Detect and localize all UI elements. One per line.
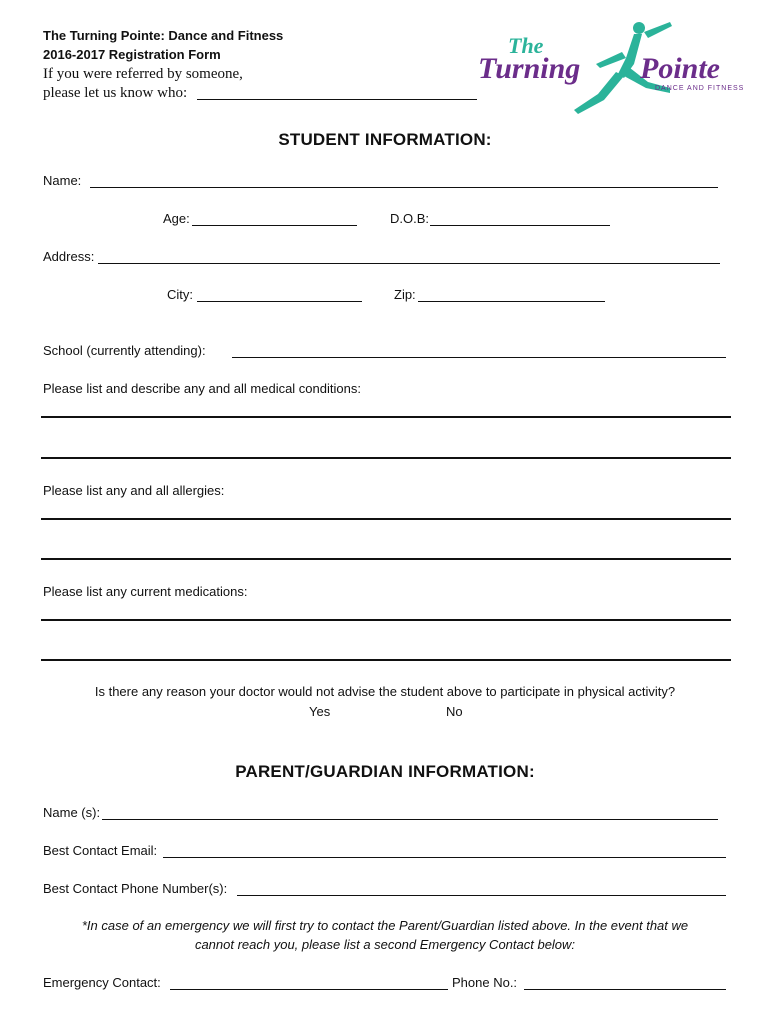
- address-field[interactable]: [98, 263, 720, 264]
- contact-email-field[interactable]: [163, 857, 726, 858]
- dancer-logo-icon: [474, 18, 744, 118]
- medical-conditions-label: Please list and describe any and all medical conditions:: [43, 381, 361, 396]
- medications-label: Please list any current medications:: [43, 584, 248, 599]
- form-title: The Turning Pointe: Dance and Fitness: [43, 28, 284, 43]
- city-field[interactable]: [197, 301, 362, 302]
- logo-word-turning: Turning: [478, 52, 581, 85]
- student-name-field[interactable]: [90, 187, 718, 188]
- medical-conditions-line-2[interactable]: [41, 457, 731, 459]
- medical-conditions-line-1[interactable]: [41, 416, 731, 418]
- emergency-phone-field[interactable]: [524, 989, 726, 990]
- contact-phone-field[interactable]: [237, 895, 726, 896]
- student-info-heading: STUDENT INFORMATION:: [278, 130, 492, 149]
- dob-label: D.O.B:: [390, 211, 430, 226]
- dob-field[interactable]: [430, 225, 610, 226]
- parent-names-label: Name (s):: [43, 805, 101, 820]
- medications-line-2[interactable]: [41, 659, 731, 661]
- allergies-line-1[interactable]: [41, 518, 731, 520]
- age-label: Age:: [163, 211, 190, 226]
- logo-the: The: [508, 33, 544, 58]
- allergies-line-2[interactable]: [41, 558, 731, 560]
- parent-info-heading: PARENT/GUARDIAN INFORMATION:: [235, 762, 535, 781]
- zip-label: Zip:: [394, 287, 416, 302]
- city-label: City:: [167, 287, 193, 302]
- address-label: Address:: [43, 249, 95, 264]
- logo-word-pointe: Pointe: [640, 52, 720, 85]
- age-field[interactable]: [192, 225, 357, 226]
- referral-prompt-line2: please let us know who:: [43, 85, 188, 101]
- allergies-label: Please list any and all allergies:: [43, 483, 225, 498]
- emergency-note-line2: cannot reach you, please list a second Emergency Contact below:: [194, 937, 576, 952]
- contact-phone-label: Best Contact Phone Number(s):: [43, 881, 228, 896]
- doctor-question: Is there any reason your doctor would not advise the student above to participate in physical activity?: [94, 684, 676, 699]
- parent-names-field[interactable]: [102, 819, 718, 820]
- logo-tagline: DANCE AND FITNESS: [655, 85, 744, 92]
- school-field[interactable]: [232, 357, 726, 358]
- referral-prompt-line1: If you were referred by someone,: [43, 66, 243, 82]
- school-label: School (currently attending):: [43, 343, 206, 358]
- doctor-answer-no[interactable]: No: [446, 704, 463, 719]
- emergency-contact-field[interactable]: [170, 989, 448, 990]
- contact-email-label: Best Contact Email:: [43, 843, 158, 858]
- doctor-answer-yes[interactable]: Yes: [309, 704, 331, 719]
- form-subtitle: 2016-2017 Registration Form: [43, 47, 221, 62]
- emergency-note-line1: *In case of an emergency we will first try to contact the Parent/Guardian listed above. In the event that we: [81, 918, 689, 933]
- referral-field[interactable]: [197, 99, 477, 100]
- zip-field[interactable]: [418, 301, 605, 302]
- emergency-contact-label: Emergency Contact:: [43, 975, 161, 990]
- turning-pointe-logo: [474, 18, 744, 118]
- emergency-phone-label: Phone No.:: [452, 975, 518, 990]
- student-name-label: Name:: [43, 173, 82, 188]
- medications-line-1[interactable]: [41, 619, 731, 621]
